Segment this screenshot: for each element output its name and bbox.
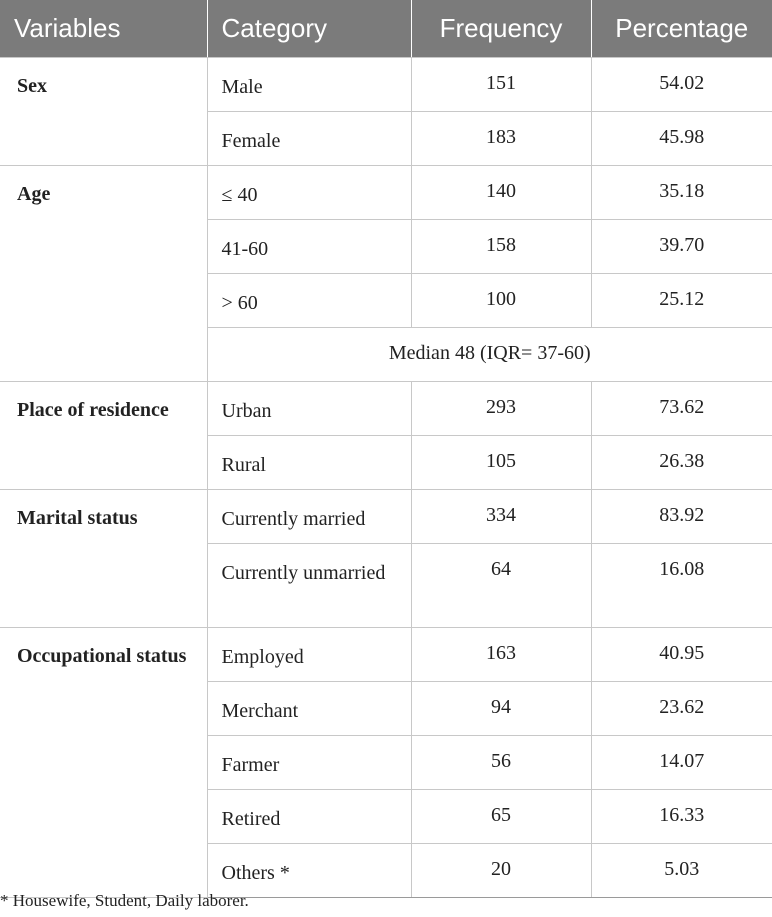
percentage-cell: 54.02 bbox=[591, 58, 772, 112]
variable-age: Age bbox=[0, 166, 207, 382]
frequency-cell: 183 bbox=[411, 112, 591, 166]
percentage-cell: 25.12 bbox=[591, 274, 772, 328]
frequency-cell: 64 bbox=[411, 544, 591, 628]
percentage-cell: 83.92 bbox=[591, 490, 772, 544]
frequency-cell: 158 bbox=[411, 220, 591, 274]
percentage-cell: 39.70 bbox=[591, 220, 772, 274]
frequency-cell: 140 bbox=[411, 166, 591, 220]
category-cell: Female bbox=[207, 112, 411, 166]
frequency-cell: 100 bbox=[411, 274, 591, 328]
percentage-cell: 26.38 bbox=[591, 436, 772, 490]
variable-place-of-residence: Place of residence bbox=[0, 382, 207, 490]
header-frequency: Frequency bbox=[411, 0, 591, 58]
percentage-cell: 14.07 bbox=[591, 736, 772, 790]
age-median-summary: Median 48 (IQR= 37-60) bbox=[207, 328, 772, 382]
category-cell: Retired bbox=[207, 790, 411, 844]
variable-occupational-status: Occupational status bbox=[0, 628, 207, 898]
category-cell: Currently unmarried bbox=[207, 544, 411, 628]
category-cell: Farmer bbox=[207, 736, 411, 790]
category-cell: Urban bbox=[207, 382, 411, 436]
frequency-cell: 163 bbox=[411, 628, 591, 682]
table-row bbox=[0, 58, 772, 112]
header-variables: Variables bbox=[0, 0, 207, 58]
frequency-cell: 65 bbox=[411, 790, 591, 844]
percentage-cell: 45.98 bbox=[591, 112, 772, 166]
table-row bbox=[0, 490, 772, 544]
frequency-cell: 151 bbox=[411, 58, 591, 112]
category-cell: Currently married bbox=[207, 490, 411, 544]
percentage-cell: 35.18 bbox=[591, 166, 772, 220]
percentage-cell: 73.62 bbox=[591, 382, 772, 436]
frequency-cell: 293 bbox=[411, 382, 591, 436]
percentage-cell: 16.33 bbox=[591, 790, 772, 844]
variable-marital-status: Marital status bbox=[0, 490, 207, 628]
frequency-cell: 20 bbox=[411, 844, 591, 898]
frequency-cell: 56 bbox=[411, 736, 591, 790]
category-cell: Employed bbox=[207, 628, 411, 682]
header-category: Category bbox=[207, 0, 411, 58]
category-cell: > 60 bbox=[207, 274, 411, 328]
category-cell: Merchant bbox=[207, 682, 411, 736]
category-cell: 41-60 bbox=[207, 220, 411, 274]
category-cell: ≤ 40 bbox=[207, 166, 411, 220]
percentage-cell: 5.03 bbox=[591, 844, 772, 898]
variable-sex: Sex bbox=[0, 58, 207, 166]
header-percentage: Percentage bbox=[591, 0, 772, 58]
frequency-cell: 94 bbox=[411, 682, 591, 736]
category-cell: Male bbox=[207, 58, 411, 112]
percentage-cell: 16.08 bbox=[591, 544, 772, 628]
category-cell: Rural bbox=[207, 436, 411, 490]
header-row bbox=[0, 0, 772, 58]
table-row bbox=[0, 628, 772, 682]
table-row bbox=[0, 382, 772, 436]
percentage-cell: 23.62 bbox=[591, 682, 772, 736]
category-cell: Others * bbox=[207, 844, 411, 898]
frequency-cell: 105 bbox=[411, 436, 591, 490]
table-row bbox=[0, 166, 772, 220]
percentage-cell: 40.95 bbox=[591, 628, 772, 682]
frequency-cell: 334 bbox=[411, 490, 591, 544]
table-footnote: * Housewife, Student, Daily laborer. bbox=[0, 891, 249, 910]
